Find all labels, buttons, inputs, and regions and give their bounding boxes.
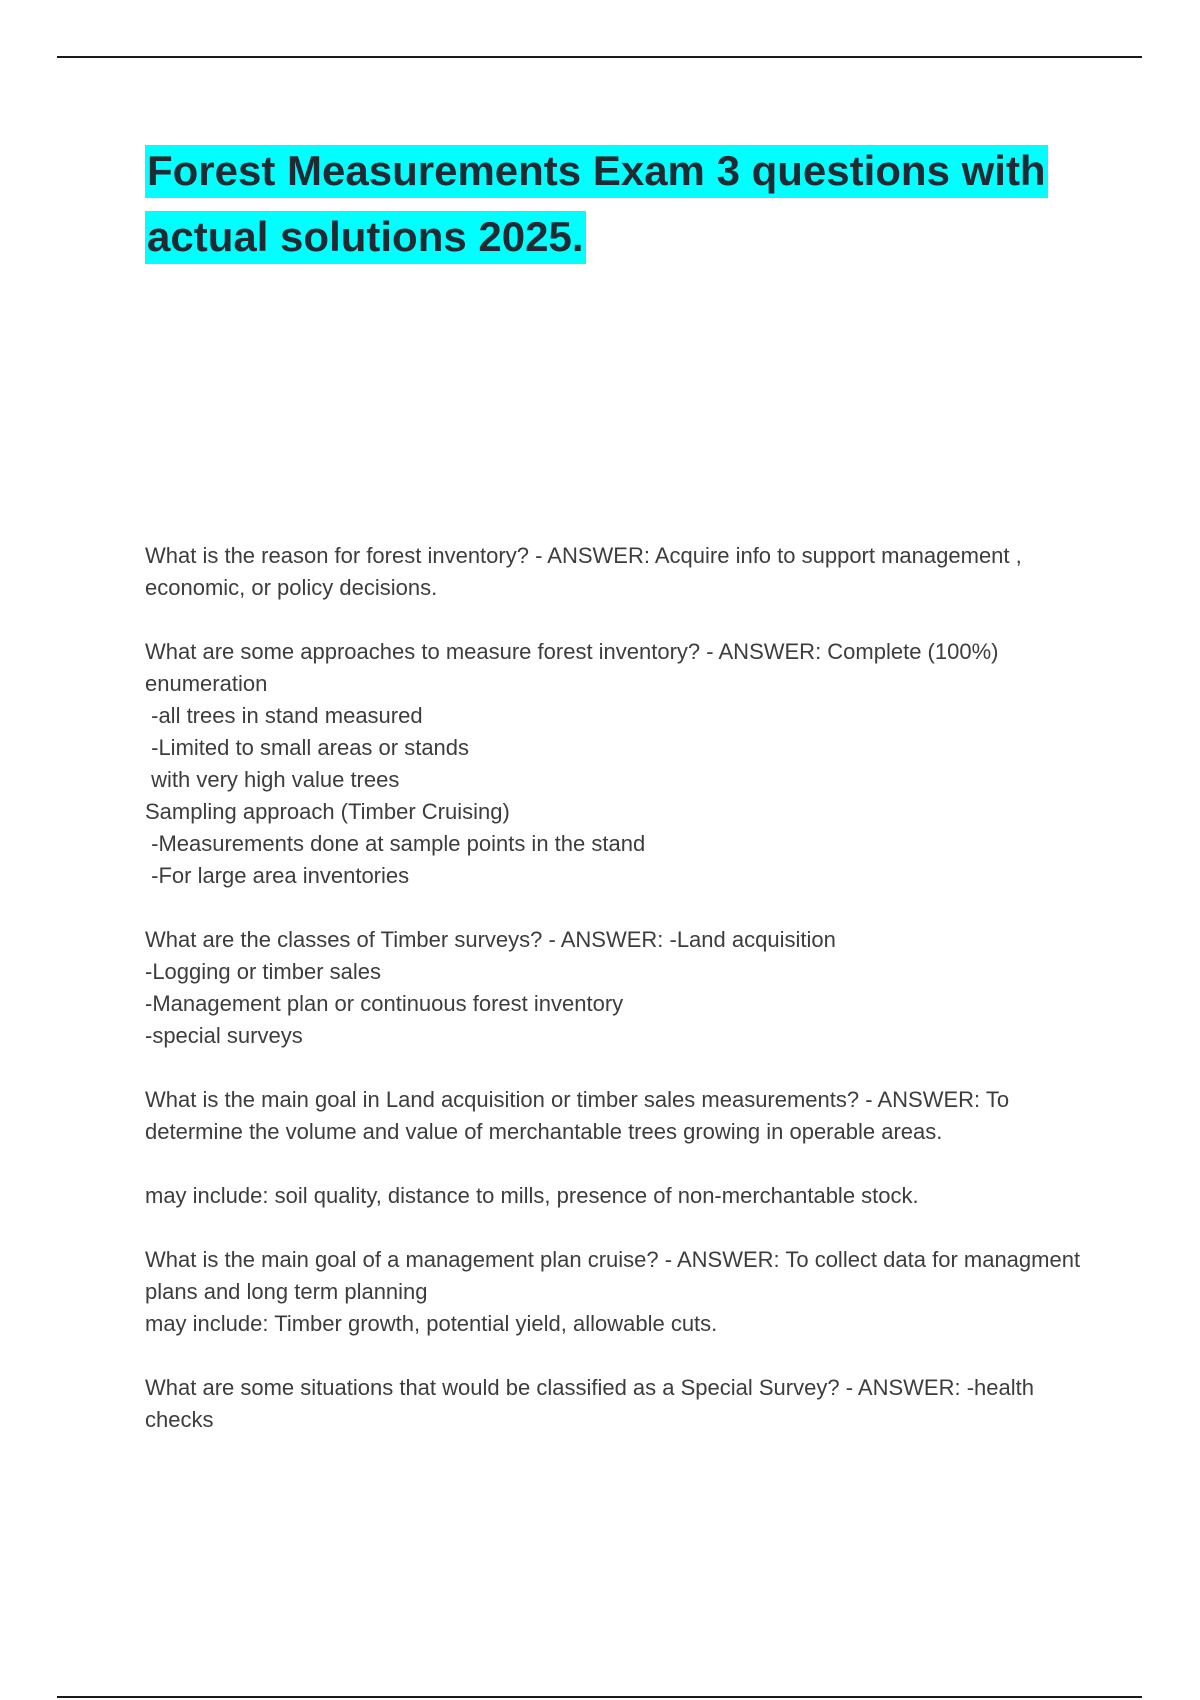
qa-line: -special surveys (145, 1023, 303, 1048)
qa-line: What are the classes of Timber surveys? - ANSWER: -Land acquisition (145, 927, 836, 952)
qa-entry (145, 1180, 1105, 1212)
qa-entry (145, 540, 1105, 604)
qa-line: What is the main goal of a management plan cruise? - ANSWER: To collect data for managment plans and long term planning (145, 1247, 1087, 1304)
top-rule (57, 56, 1142, 58)
qa-line: What is the main goal in Land acquisition or timber sales measurements? - ANSWER: To determine the volume and value of merchantable trees growing in operable areas. (145, 1087, 1016, 1144)
qa-entry (145, 1372, 1105, 1436)
qa-line: -For large area inventories (145, 863, 410, 888)
qa-line: -Logging or timber sales (145, 959, 382, 984)
qa-line: What are some situations that would be classified as a Special Survey? - ANSWER: -health checks (145, 1375, 1041, 1432)
qa-line: -Measurements done at sample points in the stand (145, 831, 646, 856)
qa-line: What are some approaches to measure forest inventory? - ANSWER: Complete (100%) enumeration (145, 639, 1005, 696)
qa-line: -Limited to small areas or stands (145, 735, 470, 760)
title-highlight: Forest Measurements Exam 3 questions with actual solutions 2025. (145, 145, 1048, 264)
document-title (145, 138, 1105, 270)
qa-line: may include: soil quality, distance to mills, presence of non-merchantable stock. (145, 1183, 919, 1208)
qa-line: -all trees in stand measured (145, 703, 423, 728)
qa-entry (145, 1244, 1105, 1340)
bottom-rule (57, 1696, 1142, 1698)
qa-entry (145, 1084, 1105, 1148)
qa-line: may include: Timber growth, potential yield, allowable cuts. (145, 1311, 718, 1336)
qa-list (145, 540, 1105, 1468)
qa-line: with very high value trees (145, 767, 400, 792)
qa-entry (145, 636, 1105, 892)
qa-line: Sampling approach (Timber Cruising) (145, 799, 510, 824)
qa-entry (145, 924, 1105, 1052)
qa-line: -Management plan or continuous forest inventory (145, 991, 624, 1016)
qa-line: What is the reason for forest inventory? - ANSWER: Acquire info to support management , economic, or policy decisions. (145, 543, 1028, 600)
